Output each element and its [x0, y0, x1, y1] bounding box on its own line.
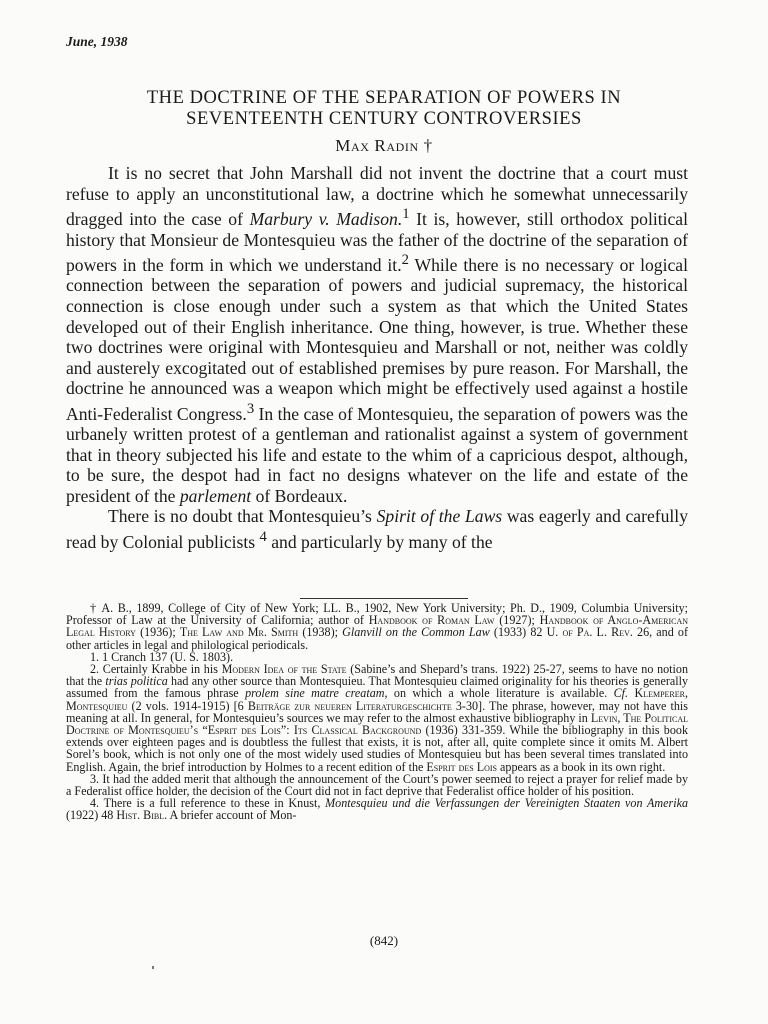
author-name: Max Radin — [335, 136, 419, 155]
article-title-line: SEVENTEENTH CENTURY CONTROVERSIES — [186, 109, 582, 129]
footnote-4: 4. There is a full reference to these in Knust, Montesquieu und die Verfassungen der Vereinigten Staaten von Amerika (1922) 48 Hist. Bibl. A briefer account of Mon- — [66, 796, 688, 823]
footnote-2: 2. Certainly Krabbe in his Modern Idea of the State (Sabine’s and Shepard’s trans. 1922) 25-27, seems to have no notion that the trias politica had any other source than Montesquieu. That Montesquieu claimed originality for his theories is generally assumed from the famous phrase prolem sine matre creatam, on which a whole literature is available. Cf. Klemperer, Montesquieu (2 vols. 1914-1915) [6 Beiträge zur neueren Literaturgeschichte 3-30]. The phrase, however, may not have this meaning at all. In general, for Montesquieu’s sources we may refer to the almost exhaustive bibliography in Levin, The Political Doctrine of Montesquieu’s “Esprit des Lois”: Its Classical Background (1936) 331-359. While the bibliography in this book extends over eighteen pages and is doubtless the fullest that exists, it is not, after all, quite complete since it omits M. Albert Sorel’s book, which is not only one of the most widely used studies of Montesquieu but has been several times translated into English. Again, the brief introduction by Holmes to a recent edition of the Esprit des Lois appears as a book in its own right. — [66, 662, 689, 774]
footnote-separator — [300, 598, 468, 599]
running-header-date: June, 1938 — [66, 34, 128, 49]
footnote-ref: 1 — [402, 206, 410, 223]
body-paragraph: There is no doubt that Montesquieu’s Spirit of the Laws was eagerly and carefully read by Colonial publicists $^4$ and particularly by many of the — [66, 506, 688, 552]
author-byline — [40, 136, 728, 156]
footnote-ref: 4 — [259, 528, 267, 545]
article-title-line: THE DOCTRINE OF THE SEPARATION OF POWERS IN — [146, 88, 622, 108]
footnote-3: 3. It had the added merit that although the announcement of the Court’s power seemed to reject a prayer for relief made by a Federalist office holder, the decision of the Court did not in fact deprive that Federalist office holder of his position. — [66, 771, 688, 799]
author-footnote-mark: † — [423, 136, 433, 155]
footnote-author: † A. B., 1899, College of City of New York; LL. B., 1902, New York University; Ph. D., 1909, Columbia University; Professor of Law at the University of California; author of Handbook of Roman Law (1927); Handbook of Anglo-American Legal History (1936); The Law and Mr. Smith (1938); Glanvill on the Common Law (1933) 82 U. of Pa. L. Rev. 26, and of other articles in legal and philological periodicals. — [66, 601, 688, 652]
footnote-ref: 2 — [401, 252, 409, 269]
body-paragraph: It is no secret that John Marshall did not invent the doctrine that a court must refuse to apply an unconstitutional law, a doctrine which he somewhat unnecessarily dragged into the case of Marbury v. Madison.$^1$ It is, however, still orthodox political history that Monsieur de Montesquieu was the father of the doctrine of the separation of powers in the form in which we understand it.$^2$ While there is no necessary or logical connection between the separation of powers and judicial supremacy, the historical connection is close enough under such a system as that which the United States developed out of their English inheritance. One thing, however, is true. Whether these two doctrines were original with Montesquieu and Marshall or not, neither was coldly and austerely excogitated out of established premises by pure reason. For Marshall, the doctrine he announced was a weapon which might be effectively used against a hostile Anti-Federalist Congress.$^3$ In the case of Montesquieu, the separation of powers was the urbanely written protest of a gentleman and rationalist against a system of government that in theory subjected his life and estate to the whim of a capricious despot, although, to be sure, the despot had in fact no designs whatever on the life and estate of the president of the parlement of Bordeaux. — [66, 163, 688, 506]
footnote-ref: 3 — [246, 400, 255, 417]
article-body — [66, 163, 688, 552]
article-title — [40, 88, 728, 130]
footnote-1: 1. 1 Cranch 137 (U. S. 1803). — [90, 649, 234, 664]
footnotes — [66, 602, 688, 822]
page-number: (842) — [369, 933, 399, 948]
scan-speck — [152, 966, 154, 969]
